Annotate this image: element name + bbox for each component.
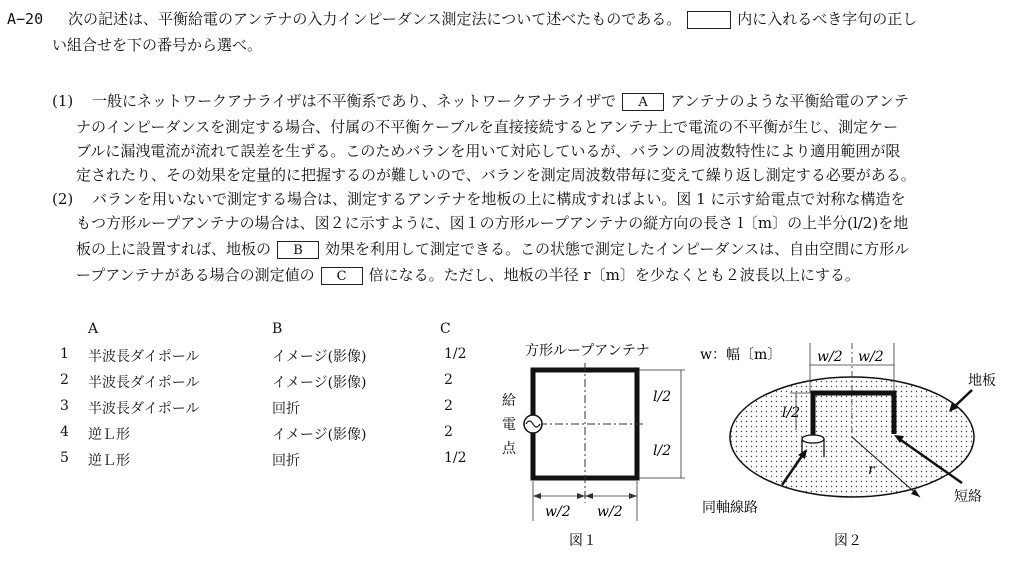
option-5-c: 1/2 xyxy=(444,450,467,466)
para1-line3: ブルに漏洩電流が流れて誤差を生ずる。このためバランを用いて対応しているが、バランの周波数特性により適用範囲が限 xyxy=(76,142,901,160)
fig2-radius: r xyxy=(868,462,875,478)
question-text-line2: い組合せを下の番号から選べ。 xyxy=(52,36,263,54)
option-3-a: 半波長ダイポール xyxy=(88,401,200,417)
option-4-c: 2 xyxy=(444,424,453,440)
para2-line2: もつ方形ループアンテナの場合は、図２に示すように、図１の方形ループアンテナの縦方向の長さ l〔m〕の上半分(l/2)を地 xyxy=(76,214,909,232)
fig2-w-right: w/2 xyxy=(858,349,884,365)
para1-line1-a: 一般にネットワークアナライザは不平衡系であり、ネットワークアナライザで xyxy=(92,92,617,110)
option-3-b: 回折 xyxy=(272,401,300,417)
fig1-w-right: w/2 xyxy=(597,504,623,520)
para2-line4 xyxy=(76,266,860,285)
option-3-number[interactable]: 3 xyxy=(60,398,69,414)
option-1-a: 半波長ダイポール xyxy=(88,349,200,365)
blank-b: B xyxy=(277,241,319,259)
fig1-w-left: w/2 xyxy=(545,504,571,520)
option-2-number[interactable]: 2 xyxy=(60,372,69,388)
para2-line3 xyxy=(76,240,909,259)
figure-2 xyxy=(700,335,1022,557)
option-1-c: 1/2 xyxy=(444,346,467,362)
header-a: A xyxy=(88,321,99,337)
figure-1 xyxy=(495,333,700,558)
para2-line3-b: 効果を利用して測定できる。この状態で測定したインピーダンスは、自由空間に方形ル xyxy=(325,240,910,258)
option-4-a: 逆Ｌ形 xyxy=(88,427,130,443)
fig2-coax-label: 同軸線路 xyxy=(702,500,758,516)
option-4-b: イメージ(影像) xyxy=(272,427,367,443)
blank-box xyxy=(687,11,731,29)
option-3-c: 2 xyxy=(444,398,453,414)
fig1-half-l-bottom: l/2 xyxy=(653,443,672,459)
para2-line3-a: 板の上に設置すれば、地板の xyxy=(76,240,272,258)
para2-line1: バランを用いないで測定する場合は、測定するアンテナを地板の上に構成すればよい。図 1 に示す給電点で対称な構造を xyxy=(92,190,906,208)
fig1-feed-char-1: 給 xyxy=(502,393,516,409)
question-text-line1 xyxy=(68,10,917,29)
blank-a: A xyxy=(622,93,664,111)
fig2-width-label: w：幅〔m〕 xyxy=(700,347,782,363)
question-text-a: 次の記述は、平衡給電のアンテナの入力インピーダンス測定法について述べたものである。 xyxy=(68,10,682,28)
fig2-half-l: l/2 xyxy=(782,405,801,421)
coax-connector-icon xyxy=(802,435,824,443)
option-5-number[interactable]: 5 xyxy=(60,450,69,466)
ground-arrow-line xyxy=(953,390,972,408)
header-c: C xyxy=(440,321,451,337)
para1-marker: (1) xyxy=(52,92,74,110)
para2-marker: (2) xyxy=(52,190,74,208)
fig1-half-l-top: l/2 xyxy=(653,389,672,405)
para1-line4: 定されたり、その効果を定量的に把握するのが難しいので、バランを測定周波数帯毎に変えて繰り返し測定する必要がある。 xyxy=(76,166,916,184)
option-4-number[interactable]: 4 xyxy=(60,424,69,440)
option-2-a: 半波長ダイポール xyxy=(88,375,200,391)
question-text-b: 内に入れるべき字句の正し xyxy=(737,10,918,28)
option-5-a: 逆Ｌ形 xyxy=(88,453,130,469)
fig2-caption: 図２ xyxy=(834,533,862,549)
fig2-short-label: 短絡 xyxy=(954,489,982,505)
option-2-b: イメージ(影像) xyxy=(272,375,367,391)
para2-line4-b: 倍になる。ただし、地板の半径 r〔m〕を少なくとも２波長以上にする。 xyxy=(368,266,860,284)
blank-c: C xyxy=(321,267,363,285)
option-1-number[interactable]: 1 xyxy=(60,346,69,362)
para1-line1-b: アンテナのような平衡給電のアンテ xyxy=(670,92,909,110)
header-b: B xyxy=(272,321,283,337)
option-5-b: 回折 xyxy=(272,453,300,469)
fig2-ground-label: 地板 xyxy=(968,373,996,389)
option-1-b: イメージ(影像) xyxy=(272,349,367,365)
option-2-c: 2 xyxy=(444,372,453,388)
fig2-w-left: w/2 xyxy=(817,349,843,365)
fig1-caption: 図１ xyxy=(569,533,597,549)
para2-line4-a: ープアンテナがある場合の測定値の xyxy=(76,266,315,284)
para1-line1 xyxy=(92,92,909,111)
fig1-feed-char-3: 点 xyxy=(502,441,516,457)
question-number: A−20 xyxy=(7,10,44,28)
fig1-title: 方形ループアンテナ xyxy=(525,343,650,359)
para1-line2: ナのインピーダンスを測定する場合、付属の不平衡ケーブルを直接接続するとアンテナ上で電流の不平衡が生じ、測定ケー xyxy=(76,118,899,136)
fig1-feed-char-2: 電 xyxy=(502,417,516,433)
